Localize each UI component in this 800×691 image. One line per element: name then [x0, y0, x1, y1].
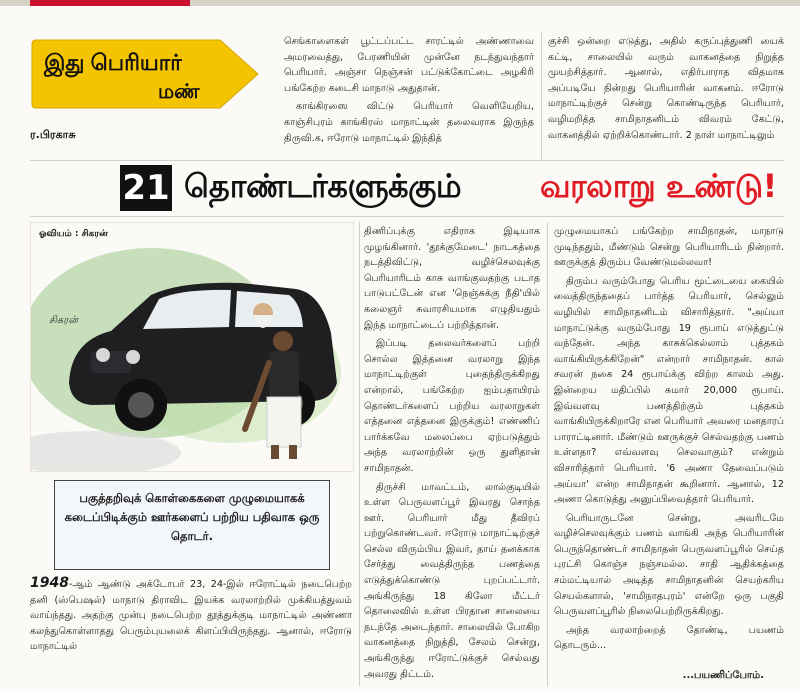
author-byline: ர.பிரகாசு [30, 128, 76, 141]
vintage-car-illustration [31, 223, 353, 471]
top-strip [0, 0, 800, 6]
paragraph: பெரியாருடனே சென்று, அவரிடமே வழிச்செலவுக்கும் பணம் வாங்கி அந்த பெரியாரின் பெருந்தொண்டர் சாமிநாதன் பெருவளப்பூரில் செய்த புரட்சி கொஞ்ச நஞ்சமல்ல. சாதி ஆதிக்கத்தை சம்மட்டியால் அடித்த சாமிநாதனின் செயற்கரிய செயல்களால், 'சாமிநாதபுரம்' என்றே ஒரு பகுதி பெருவளப்பூரில் நிலைபெற்றிருக்கிறது. [554, 512, 784, 618]
column-divider [359, 222, 360, 686]
paragraph: திணிப்புக்கு எதிராக இடியாக முழங்கினார். 'தூக்குமேடை' நாடகத்தை நடத்திவிட்டு, வழிச்செலவுக்கு பெரியாரிடம் காசு வாங்குவதற்கு படாத பாடுபட்டேன் என 'நெஞ்சுக்கு நீதி'யில் கலைஞர் சுவாரசியமாக எழுதியதும் இந்த மாநாட்டைப் பற்றித்தான். [364, 226, 540, 331]
headline [120, 163, 800, 215]
paragraph: காங்கிரஸை விட்டு பெரியார் வெளியேறிய, காஞ்சிபுரம் காங்கிரஸ் மாநாட்டின் தலைவராக இருந்த திருவி.க, ஈரோடு மாநாட்டில் இந்தித் [284, 101, 534, 144]
caption-box [54, 480, 330, 570]
illustration-signature: சிகரன் [49, 315, 79, 326]
col-a-top [284, 34, 534, 160]
paragraph: குச்சி ஒன்றை எடுத்து, அதில் கருப்புத்துணி யைக் கட்டி, சாலையில் வரும் வாகனத்தை நிறுத்த முயற்சித்தார். ஆனால், எதிர்பாராத விதமாக அப்படியே நின்றது பெரியாரின் வாகனம். ஈரோடு மாநாட்டிற்குச் சென்று கொண்டிருந்த பெரியார், வழிமறித்த சாமிநாதனிடம் விவரம் கேட்டு, வாகனத்தில் ஏற்றிக்கொண்டார். 2 நாள் மாநாட்டிலும் [548, 36, 784, 141]
column-divider [541, 32, 542, 160]
col-2 [364, 224, 540, 686]
paragraph: செங்காளைகள் பூட்டப்பட்ட சாரட்டில் அண்ணாவை அமரவைத்து, பேரணியின் முன்னே நடந்துவந்தார் பெரியார். அஞ்சா நெஞ்சன் பட்டுக்கோட்டை அழகிரி பங்கேற்ற கடைசி மாநாடு அதுதான். [284, 36, 534, 94]
col-b-top [548, 34, 784, 160]
headline-black: தொண்டர்களுக்கும் [184, 167, 462, 205]
paragraph [30, 576, 352, 655]
continued-note: ...பயணிப்போம். [682, 670, 764, 681]
top-strip-accent [30, 0, 190, 6]
col-1 [30, 576, 352, 686]
headline-rule-bottom [30, 216, 784, 217]
series-logo [30, 38, 260, 110]
series-logo-line1: இது பெரியார் [44, 50, 182, 75]
paragraph-body: -ஆம் ஆண்டு அக்டோபர் 23, 24-இல் ஈரோட்டில் நடைபெற்ற தனி (ஸ்பெஷல்) மாநாடு திராவிட இயக்க வரலாற்றில் முக்கியத்துவம் வாய்ந்தது. அதற்கு முன்பு நடைபெற்ற தூத்துக்குடி மாநாட்டில் அண்ணா கலந்துகொள்ளாதது பெரும்புயலைக் கிளப்பியிருந்தது. ஆனால், ஈரோடு மாநாட்டில் [30, 579, 352, 653]
paragraph: திருச்சி மாவட்டம், லால்குடியில் உள்ள பெருவளப்பூர் இவரது சொந்த ஊர். பெரியார் மீது தீவிரப் பற்றுகொண்டவர். ஈரோடு மாநாட்டிற்குச் செல்ல விரும்பிய இவர், தாய் தனக்காக சேர்த்து வைத்திருந்த பணத்தை எடுத்துக்கொண்டு புறப்பட்டார். அங்கிருந்து 18 கிலோ மீட்டர் தொலைவில் உள்ள பிரதான சாலையை நடந்தே அடைந்தார். சாலையில் போகிற வாகனத்தை நிறுத்தி, சேலம் சென்று, அங்கிருந்து ஈரோட்டுக்குச் செல்வது அவரது திட்டம். [364, 481, 540, 680]
series-logo-line2: மண் [158, 81, 200, 103]
illustration [30, 222, 354, 472]
paragraph: அந்த வரலாற்றைத் தோண்டி, பயணம் தொடரும்... [554, 624, 784, 652]
paragraph: திரும்ப வரும்போது பெரிய மூட்டையை கையில் வைத்திருந்ததைப் பார்த்த பெரியார், செல்லும் வழியில் சாமிநாதனிடம் விசாரித்தார். "அய்யா மாநாட்டுக்கு வரும்போது 19 ரூபாய் எடுத்துட்டு வந்தேன். அந்த காசுக்கெல்லாம் புத்தகம் வாங்கியிருக்கிறேன்" என்றார் சாமிநாதன். கால் சவரன் நகை 24 ரூபாய்க்கு விற்ற காலம் அது. இன்றைய மதிப்பில் சுமார் 20,000 ரூபாய். இவ்வளவு பணத்திற்கும் புத்தகம் வாங்கியிருக்கிறாரே என பெரியார் அவரை மனதாரப் பாராட்டினார். மீண்டும் ஊருக்குச் செல்வதற்கு பணம் உள்ளதா? எவ்வளவு செலவாகும்? என்றும் விசாரித்தார் பெரியார். '6 அணா தேவைப்படும் அய்யா' என்ற சாமிநாதன் கூறினார். ஆனால், 12 அணா கொடுத்து அனுப்பிவைத்தார் பெரியார். [554, 275, 784, 506]
lead-year: 1948 [30, 576, 69, 591]
col-3 [554, 224, 784, 666]
paragraph: முழுமையாகப் பங்கேற்ற சாமிநாதன், மாநாடு முடிந்ததும், மீண்டும் சென்று பெரியாரிடம் நின்றார். ஊருக்குத் திரும்ப வேண்டுமல்லவா! [554, 226, 784, 269]
episode-number: 21 [120, 165, 172, 211]
illustration-credit: ஓவியம் : சிகரன் [39, 229, 108, 239]
headline-rule-top [30, 160, 784, 161]
paragraph: இப்படி தலைவர்களைப் பற்றி சொல்ல இத்தனை வரலாறு இந்த மாநாட்டிற்குள் புதைந்திருக்கிறது என்றால், பங்கேற்ற ஐம்பதாயிரம் தொண்டர்களைப் பற்றிய வரலாறுகள் எத்தனை எத்தனை இருக்கும்! எண்ணிப் பார்க்கவே மலைப்பை ஏற்படுத்தும் அந்த வரலாற்றின் ஒரு துளிதான் சாமிநாதன். [364, 338, 540, 474]
column-divider [547, 222, 548, 686]
caption-text: பகுத்தறிவுக் கொள்கைகளை முழுமையாகக் கடைப்பிடிக்கும் ஊர்களைப் பற்றிய பதிவாக ஒரு தொடர். [64, 491, 320, 543]
series-logo-badge [30, 38, 260, 110]
headline-red: வரலாறு உண்டு! [540, 167, 777, 205]
